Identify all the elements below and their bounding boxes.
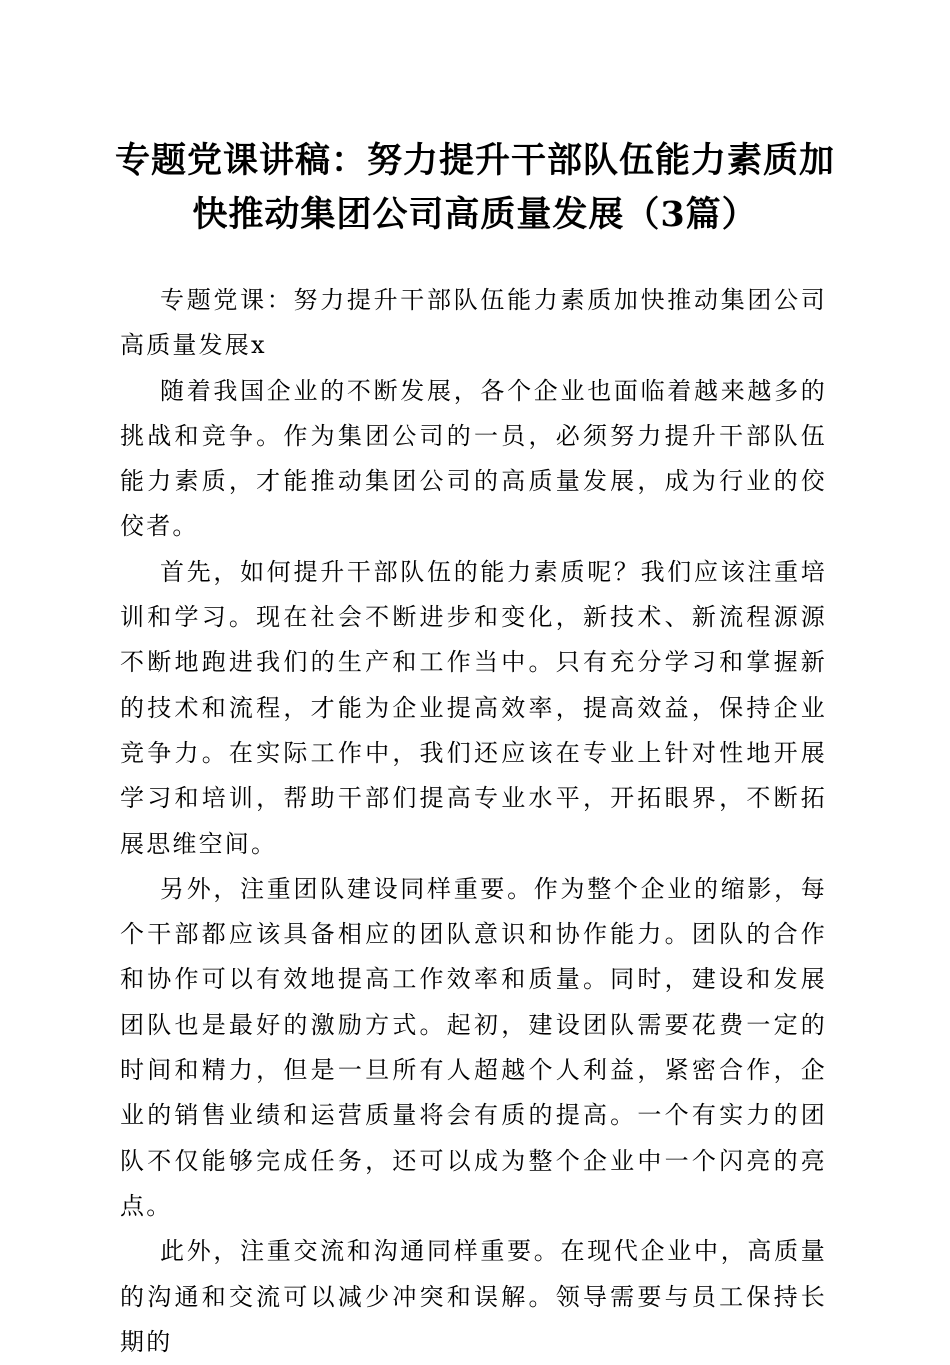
paragraph-communication: 此外，注重交流和沟通同样重要。在现代企业中，高质量的沟通和交流可以减少冲突和误解。领导需要与员工保持长期的 xyxy=(120,1237,827,1356)
title-line-1: 专题党课讲稿：努力提升干部队伍能力素质加 xyxy=(114,140,835,181)
title-line-2: 快推动集团公司高质量发展（3篇） xyxy=(192,194,758,235)
paragraph-subtitle: 专题党课：努力提升干部队伍能力素质加快推动集团公司高质量发展x xyxy=(120,286,827,360)
paragraph-teamwork: 另外，注重团队建设同样重要。作为整个企业的缩影，每个干部都应该具备相应的团队意识和协作能力。团队的合作和协作可以有效地提高工作效率和质量。同时，建设和发展团队也是最好的激励方式。起初，建设团队需要花费一定的时间和精力，但是一旦所有人超越个人利益，紧密合作，企业的销售业绩和运营质量将会有质的提高。一个有实力的团队不仅能够完成任务，还可以成为整个企业中一个闪亮的亮点。 xyxy=(120,874,827,1220)
document-title xyxy=(110,134,840,242)
paragraph-intro: 随着我国企业的不断发展，各个企业也面临着越来越多的挑战和竞争。作为集团公司的一员，必须努力提升干部队伍能力素质，才能推动集团公司的高质量发展，成为行业的佼佼者。 xyxy=(120,376,827,541)
paragraph-training: 首先，如何提升干部队伍的能力素质呢？我们应该注重培训和学习。现在社会不断进步和变化，新技术、新流程源源不断地跑进我们的生产和工作当中。只有充分学习和掌握新的技术和流程，才能为企业提高效率，提高效益，保持企业竞争力。在实际工作中，我们还应该在专业上针对性地开展学习和培训，帮助干部们提高专业水平，开拓眼界，不断拓展思维空间。 xyxy=(120,557,827,858)
document-body xyxy=(120,278,827,1365)
